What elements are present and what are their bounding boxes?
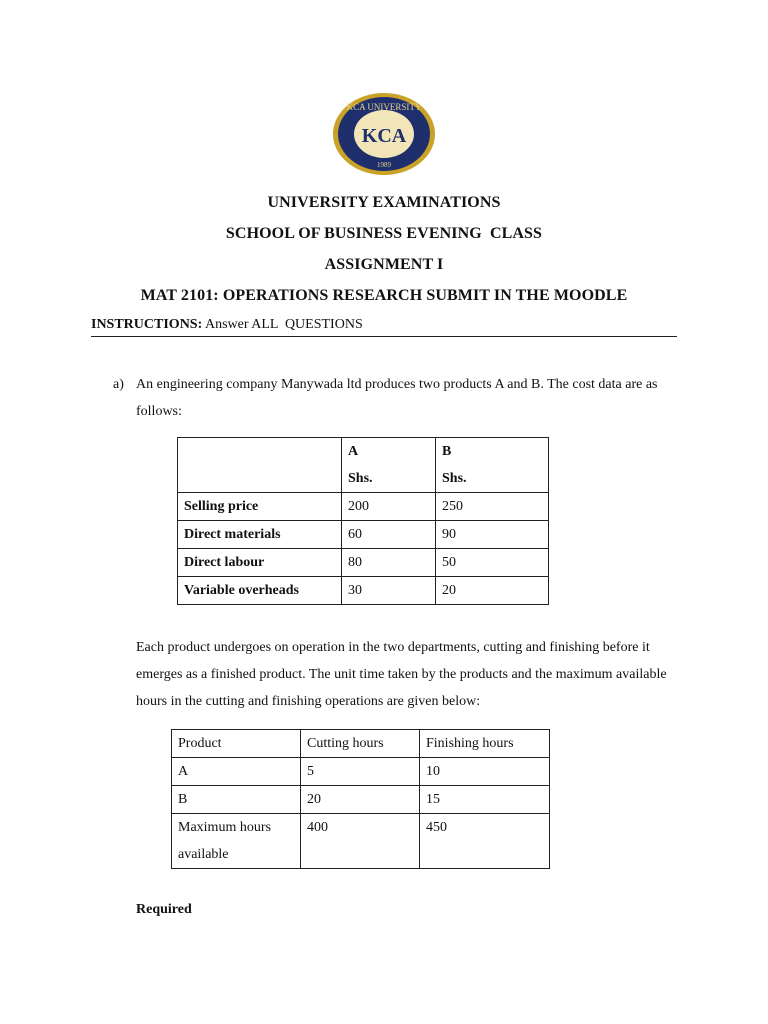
- cost-data-table: [177, 437, 549, 605]
- table-cell: 10: [420, 758, 550, 786]
- exam-title: UNIVERSITY EXAMINATIONS: [267, 194, 501, 211]
- course-title: MAT 2101: OPERATIONS RESEARCH SUBMIT IN THE MOODLE: [140, 287, 628, 304]
- table-row: [178, 493, 549, 521]
- school-title: SCHOOL OF BUSINESS EVENING CLASS: [225, 225, 543, 242]
- table-cell: 450: [420, 814, 550, 869]
- table-header: Cutting hours: [301, 730, 420, 758]
- question-marker: a): [113, 377, 124, 392]
- operations-paragraph: Each product undergoes on operation in the two departments, cutting and finishing before it emerges as a finished product. The unit time taken by the products and the maximum available hours in the cutting and finishing operations are given below:: [136, 640, 667, 709]
- table-cell: 5: [301, 758, 420, 786]
- table-row: [178, 521, 549, 549]
- table-cell: 80: [342, 549, 436, 577]
- table-cell: 50: [436, 549, 549, 577]
- table-cell: 30: [342, 577, 436, 605]
- svg-text:1989: 1989: [377, 161, 391, 169]
- table-row: [172, 730, 550, 758]
- table-cell: 15: [420, 786, 550, 814]
- assignment-title: ASSIGNMENT I: [324, 256, 444, 273]
- table-cell: 250: [436, 493, 549, 521]
- table-cell: B: [172, 786, 301, 814]
- table-cell: 20: [301, 786, 420, 814]
- table-row: [178, 577, 549, 605]
- svg-text:KCA: KCA: [361, 125, 407, 147]
- row-label: Variable overheads: [178, 577, 342, 605]
- table-header: Finishing hours: [420, 730, 550, 758]
- row-label: Selling price: [178, 493, 342, 521]
- table-cell: 400: [301, 814, 420, 869]
- table-row: [178, 438, 549, 493]
- table-row: [172, 758, 550, 786]
- question-text: An engineering company Manywada ltd produces two products A and B. The cost data are as follows:: [136, 377, 658, 419]
- table-header: Product: [172, 730, 301, 758]
- table-cell: A: [172, 758, 301, 786]
- instructions-text: Answer ALL QUESTIONS: [202, 317, 363, 332]
- table-cell: Maximum hours available: [172, 814, 301, 869]
- table-row: [172, 786, 550, 814]
- university-logo: [332, 92, 436, 176]
- table-cell: 20: [436, 577, 549, 605]
- table-cell: [178, 438, 342, 493]
- table-row: [172, 814, 550, 869]
- row-label: Direct materials: [178, 521, 342, 549]
- table-cell: 90: [436, 521, 549, 549]
- table-cell: 60: [342, 521, 436, 549]
- table-row: [178, 549, 549, 577]
- row-label: Direct labour: [178, 549, 342, 577]
- instructions: [91, 317, 677, 337]
- svg-text:KCA UNIVERSITY: KCA UNIVERSITY: [346, 102, 422, 112]
- time-data-table: [171, 729, 550, 869]
- required-heading: Required: [136, 902, 192, 917]
- table-cell: 200: [342, 493, 436, 521]
- table-header-a: A Shs.: [342, 438, 436, 493]
- instructions-label: INSTRUCTIONS:: [91, 317, 203, 332]
- table-header-b: B Shs.: [436, 438, 549, 493]
